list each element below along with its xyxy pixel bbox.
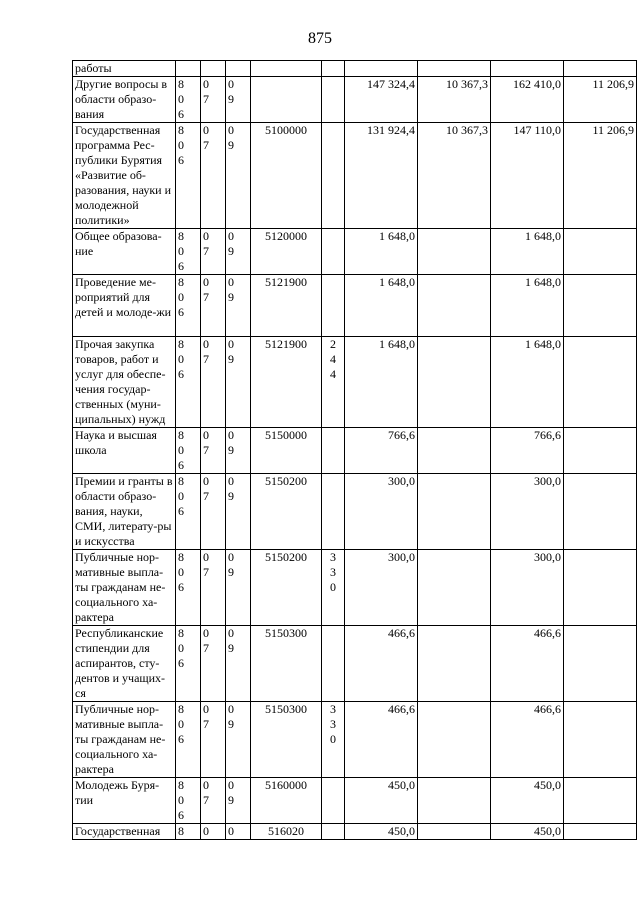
amount-s1: 1 648,0 <box>345 229 418 275</box>
expense-type-code <box>322 702 345 778</box>
amount-s3: 766,6 <box>491 428 564 474</box>
amount-s2 <box>418 778 491 824</box>
subsection-code-value: 09 <box>228 123 234 152</box>
table-row <box>73 123 637 229</box>
subsection-code <box>226 428 251 474</box>
target-article-code-value: 5150200 <box>265 550 307 564</box>
row-name: Другие вопросы в области образо-вания <box>73 77 176 123</box>
target-article-code-value: 516020 <box>268 824 304 838</box>
expense-type-code <box>322 229 345 275</box>
section-code-value: 07 <box>203 474 209 503</box>
subsection-code-value: 09 <box>228 337 234 366</box>
ved-code-value: 806 <box>178 229 184 273</box>
subsection-code-value: 09 <box>228 77 234 106</box>
ved-code-value: 806 <box>178 123 184 167</box>
amount-s3: 450,0 <box>491 778 564 824</box>
amount-s1: 466,6 <box>345 702 418 778</box>
ved-code <box>176 778 201 824</box>
expense-type-code <box>322 275 345 337</box>
row-name: Государственная <box>73 824 176 840</box>
amount-s2 <box>418 824 491 840</box>
expense-type-code <box>322 123 345 229</box>
target-article-code-value: 5120000 <box>265 229 307 243</box>
subsection-code-value: 09 <box>228 474 234 503</box>
amount-s2 <box>418 337 491 428</box>
section-code-value: 07 <box>203 626 209 655</box>
amount-s4 <box>564 428 637 474</box>
amount-s3: 1 648,0 <box>491 337 564 428</box>
target-article-code-value: 5121900 <box>265 337 307 351</box>
section-code <box>201 626 226 702</box>
table-row <box>73 778 637 824</box>
row-name: Прочая закупка товаров, работ и услуг для обеспе-чения государ-ственных (муни-ципальных) нужд <box>73 337 176 428</box>
row-name: Наука и высшая школа <box>73 428 176 474</box>
section-code <box>201 275 226 337</box>
amount-s3: 300,0 <box>491 550 564 626</box>
table-row <box>73 229 637 275</box>
amount-s4 <box>564 474 637 550</box>
amount-s2 <box>418 61 491 77</box>
subsection-code-value: 09 <box>228 702 234 731</box>
amount-s4: 11 206,9 <box>564 123 637 229</box>
section-code-value: 07 <box>203 778 209 807</box>
amount-s3: 300,0 <box>491 474 564 550</box>
target-article-code <box>251 337 322 428</box>
row-name: Проведение ме-роприятий для детей и молоде-жи <box>73 275 176 337</box>
row-name: Молодежь Буря-тии <box>73 778 176 824</box>
budget-table <box>72 60 637 840</box>
expense-type-code-value: 330 <box>330 550 336 594</box>
amount-s1: 466,6 <box>345 626 418 702</box>
subsection-code <box>226 626 251 702</box>
ved-code <box>176 61 201 77</box>
amount-s4 <box>564 824 637 840</box>
ved-code <box>176 702 201 778</box>
amount-s1: 147 324,4 <box>345 77 418 123</box>
amount-s4 <box>564 337 637 428</box>
amount-s1: 131 924,4 <box>345 123 418 229</box>
expense-type-code-value: 330 <box>330 702 336 746</box>
subsection-code <box>226 702 251 778</box>
section-code <box>201 428 226 474</box>
target-article-code <box>251 428 322 474</box>
amount-s1: 450,0 <box>345 824 418 840</box>
section-code <box>201 550 226 626</box>
section-code-value: 0 <box>203 824 209 838</box>
target-article-code-value: 5150200 <box>265 474 307 488</box>
target-article-code <box>251 824 322 840</box>
section-code <box>201 778 226 824</box>
subsection-code <box>226 337 251 428</box>
section-code <box>201 123 226 229</box>
expense-type-code <box>322 77 345 123</box>
subsection-code <box>226 275 251 337</box>
subsection-code <box>226 778 251 824</box>
subsection-code <box>226 77 251 123</box>
amount-s1: 450,0 <box>345 778 418 824</box>
amount-s1: 1 648,0 <box>345 275 418 337</box>
row-name: Премии и гранты в области образо-вания, науки, СМИ, литерату-ры и искусства <box>73 474 176 550</box>
section-code-value: 07 <box>203 275 209 304</box>
amount-s1: 766,6 <box>345 428 418 474</box>
target-article-code-value: 5100000 <box>265 123 307 137</box>
expense-type-code <box>322 474 345 550</box>
subsection-code-value: 09 <box>228 550 234 579</box>
ved-code <box>176 275 201 337</box>
table-row <box>73 61 637 77</box>
ved-code-value: 806 <box>178 77 184 121</box>
target-article-code-value: 5160000 <box>265 778 307 792</box>
section-code <box>201 702 226 778</box>
ved-code <box>176 474 201 550</box>
amount-s2 <box>418 474 491 550</box>
table-row <box>73 824 637 840</box>
amount-s3: 147 110,0 <box>491 123 564 229</box>
ved-code-value: 806 <box>178 428 184 472</box>
ved-code-value: 806 <box>178 778 184 822</box>
amount-s2 <box>418 275 491 337</box>
expense-type-code <box>322 824 345 840</box>
subsection-code-value: 09 <box>228 229 234 258</box>
ved-code <box>176 229 201 275</box>
amount-s1: 1 648,0 <box>345 337 418 428</box>
ved-code-value: 806 <box>178 474 184 518</box>
subsection-code <box>226 474 251 550</box>
target-article-code <box>251 77 322 123</box>
amount-s3: 466,6 <box>491 626 564 702</box>
target-article-code <box>251 123 322 229</box>
ved-code-value: 806 <box>178 275 184 319</box>
section-code-value: 07 <box>203 428 209 457</box>
section-code-value: 07 <box>203 123 209 152</box>
table-row <box>73 77 637 123</box>
target-article-code-value: 5121900 <box>265 275 307 289</box>
expense-type-code <box>322 778 345 824</box>
subsection-code-value: 0 <box>228 824 234 838</box>
section-code <box>201 824 226 840</box>
amount-s1 <box>345 61 418 77</box>
amount-s4 <box>564 61 637 77</box>
amount-s2 <box>418 550 491 626</box>
ved-code <box>176 337 201 428</box>
subsection-code-value: 09 <box>228 428 234 457</box>
subsection-code <box>226 61 251 77</box>
section-code <box>201 61 226 77</box>
ved-code <box>176 550 201 626</box>
target-article-code-value: 5150300 <box>265 626 307 640</box>
target-article-code <box>251 474 322 550</box>
row-name: Республиканские стипендии для аспирантов, сту-дентов и учащих-ся <box>73 626 176 702</box>
subsection-code <box>226 229 251 275</box>
amount-s3: 1 648,0 <box>491 275 564 337</box>
target-article-code <box>251 702 322 778</box>
expense-type-code-value: 244 <box>330 337 336 381</box>
expense-type-code <box>322 550 345 626</box>
ved-code-value: 806 <box>178 550 184 594</box>
amount-s4 <box>564 778 637 824</box>
row-name: Государственная программа Рес-публики Бурятия «Развитие об-разования, науки и молодежной политики» <box>73 123 176 229</box>
amount-s4 <box>564 550 637 626</box>
table-row <box>73 550 637 626</box>
ved-code <box>176 428 201 474</box>
section-code <box>201 337 226 428</box>
ved-code <box>176 77 201 123</box>
amount-s3 <box>491 61 564 77</box>
target-article-code-value: 5150300 <box>265 702 307 716</box>
table-row <box>73 337 637 428</box>
subsection-code-value: 09 <box>228 275 234 304</box>
table-row <box>73 275 637 337</box>
section-code-value: 07 <box>203 229 209 258</box>
section-code <box>201 474 226 550</box>
table-row <box>73 626 637 702</box>
amount-s4 <box>564 229 637 275</box>
amount-s2: 10 367,3 <box>418 77 491 123</box>
table-row <box>73 702 637 778</box>
ved-code-value: 806 <box>178 626 184 670</box>
subsection-code-value: 09 <box>228 778 234 807</box>
target-article-code <box>251 61 322 77</box>
section-code-value: 07 <box>203 702 209 731</box>
table-row <box>73 474 637 550</box>
amount-s2 <box>418 702 491 778</box>
amount-s4 <box>564 275 637 337</box>
amount-s1: 300,0 <box>345 474 418 550</box>
amount-s2 <box>418 428 491 474</box>
expense-type-code <box>322 61 345 77</box>
ved-code-value: 806 <box>178 337 184 381</box>
ved-code-value: 8 <box>178 824 184 838</box>
amount-s2 <box>418 229 491 275</box>
section-code <box>201 77 226 123</box>
row-name: Публичные нор-мативные выпла-ты гражданам не-социального ха-рактера <box>73 550 176 626</box>
target-article-code <box>251 550 322 626</box>
row-name: работы <box>73 61 176 77</box>
amount-s1: 300,0 <box>345 550 418 626</box>
ved-code <box>176 824 201 840</box>
target-article-code <box>251 778 322 824</box>
amount-s4: 11 206,9 <box>564 77 637 123</box>
amount-s2: 10 367,3 <box>418 123 491 229</box>
target-article-code-value: 5150000 <box>265 428 307 442</box>
row-name: Общее образова-ние <box>73 229 176 275</box>
subsection-code <box>226 123 251 229</box>
amount-s3: 450,0 <box>491 824 564 840</box>
ved-code <box>176 123 201 229</box>
amount-s3: 1 648,0 <box>491 229 564 275</box>
subsection-code <box>226 824 251 840</box>
subsection-code <box>226 550 251 626</box>
ved-code <box>176 626 201 702</box>
amount-s3: 162 410,0 <box>491 77 564 123</box>
expense-type-code <box>322 626 345 702</box>
row-name: Публичные нор-мативные выпла-ты гражданам не-социального ха-рактера <box>73 702 176 778</box>
section-code <box>201 229 226 275</box>
amount-s2 <box>418 626 491 702</box>
amount-s4 <box>564 626 637 702</box>
section-code-value: 07 <box>203 77 209 106</box>
target-article-code <box>251 626 322 702</box>
amount-s4 <box>564 702 637 778</box>
section-code-value: 07 <box>203 337 209 366</box>
target-article-code <box>251 275 322 337</box>
expense-type-code <box>322 337 345 428</box>
page-number: 875 <box>308 30 332 47</box>
target-article-code <box>251 229 322 275</box>
expense-type-code <box>322 428 345 474</box>
section-code-value: 07 <box>203 550 209 579</box>
subsection-code-value: 09 <box>228 626 234 655</box>
ved-code-value: 806 <box>178 702 184 746</box>
amount-s3: 466,6 <box>491 702 564 778</box>
table-row <box>73 428 637 474</box>
